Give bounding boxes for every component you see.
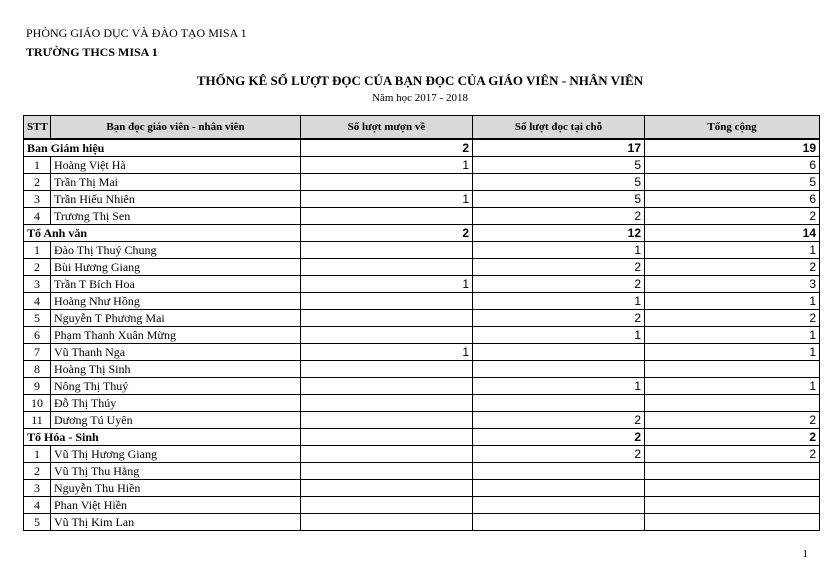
group-total-cell: 2 (645, 429, 820, 446)
total-cell (645, 497, 820, 514)
group-row (24, 225, 820, 242)
total-cell: 6 (645, 157, 820, 174)
group-borrowed-cell: 2 (301, 139, 473, 157)
total-cell (645, 463, 820, 480)
total-cell (645, 395, 820, 412)
total-cell: 1 (645, 242, 820, 259)
table-row (24, 259, 820, 276)
onsite-cell (473, 497, 645, 514)
reader-name-cell: Đỗ Thị Thúy (51, 395, 301, 412)
reader-name-cell: Vũ Thị Thu Hằng (51, 463, 301, 480)
borrowed-cell: 1 (301, 157, 473, 174)
total-cell: 1 (645, 327, 820, 344)
reader-name-cell: Trương Thị Sen (51, 208, 301, 225)
borrowed-cell (301, 378, 473, 395)
school-name: TRƯỜNG THCS MISA 1 (26, 45, 158, 59)
onsite-cell: 2 (473, 276, 645, 293)
table-body (24, 139, 820, 531)
borrowed-cell (301, 242, 473, 259)
table-row (24, 191, 820, 208)
table-row (24, 327, 820, 344)
reader-name-cell: Vũ Thị Hương Giang (51, 446, 301, 463)
onsite-cell: 5 (473, 174, 645, 191)
stt-cell: 4 (24, 293, 51, 310)
total-cell: 1 (645, 344, 820, 361)
stt-cell: 8 (24, 361, 51, 378)
borrowed-cell (301, 293, 473, 310)
department-name: PHÒNG GIÁO DỤC VÀ ĐÀO TẠO MISA 1 (26, 26, 247, 40)
stt-cell: 6 (24, 327, 51, 344)
stt-cell: 3 (24, 191, 51, 208)
reader-name-cell: Nông Thị Thuý (51, 378, 301, 395)
onsite-cell (473, 514, 645, 531)
total-cell (645, 480, 820, 497)
group-name: Ban Giám hiệu (24, 139, 301, 157)
reader-name-cell: Vũ Thị Kim Lan (51, 514, 301, 531)
reader-name-cell: Nguyễn T Phương Mai (51, 310, 301, 327)
report-title: THỐNG KÊ SỐ LƯỢT ĐỌC CỦA BẠN ĐỌC CỦA GIÁO VIÊN - NHÂN VIÊN (196, 73, 644, 88)
table-row (24, 412, 820, 429)
onsite-cell (473, 395, 645, 412)
column-header-borrowed: Số lượt mượn về (301, 116, 473, 140)
column-header-onsite: Số lượt đọc tại chỗ (473, 116, 645, 140)
column-header-reader: Bạn đọc giáo viên - nhân viên (51, 116, 301, 140)
stt-cell: 4 (24, 497, 51, 514)
onsite-cell (473, 480, 645, 497)
total-cell: 2 (645, 412, 820, 429)
group-onsite-cell: 12 (473, 225, 645, 242)
group-borrowed-cell (301, 429, 473, 446)
table-row (24, 497, 820, 514)
borrowed-cell (301, 463, 473, 480)
group-name: Tổ Anh văn (24, 225, 301, 242)
stt-cell: 2 (24, 463, 51, 480)
stt-cell: 9 (24, 378, 51, 395)
stt-cell: 11 (24, 412, 51, 429)
group-row (24, 139, 820, 157)
table-row (24, 293, 820, 310)
stt-cell: 10 (24, 395, 51, 412)
borrowed-cell (301, 446, 473, 463)
reader-name-cell: Trần T Bích Hoa (51, 276, 301, 293)
onsite-cell: 2 (473, 259, 645, 276)
total-cell: 2 (645, 208, 820, 225)
reader-name-cell: Hoàng Việt Hà (51, 157, 301, 174)
table-row (24, 242, 820, 259)
borrowed-cell (301, 514, 473, 531)
total-cell: 2 (645, 259, 820, 276)
borrowed-cell (301, 327, 473, 344)
onsite-cell: 5 (473, 191, 645, 208)
onsite-cell: 1 (473, 293, 645, 310)
borrowed-cell (301, 361, 473, 378)
table-header-row (24, 116, 820, 140)
total-cell (645, 361, 820, 378)
stt-cell: 2 (24, 174, 51, 191)
total-cell: 3 (645, 276, 820, 293)
table-row (24, 157, 820, 174)
stt-cell: 3 (24, 276, 51, 293)
borrowed-cell (301, 310, 473, 327)
group-total-cell: 19 (645, 139, 820, 157)
group-row (24, 429, 820, 446)
onsite-cell: 2 (473, 208, 645, 225)
onsite-cell (473, 344, 645, 361)
table-row (24, 310, 820, 327)
total-cell (645, 514, 820, 531)
group-onsite-cell: 17 (473, 139, 645, 157)
table-row (24, 378, 820, 395)
onsite-cell: 1 (473, 327, 645, 344)
onsite-cell: 1 (473, 242, 645, 259)
borrowed-cell: 1 (301, 344, 473, 361)
table-row (24, 463, 820, 480)
onsite-cell (473, 463, 645, 480)
stt-cell: 4 (24, 208, 51, 225)
borrowed-cell: 1 (301, 276, 473, 293)
group-borrowed-cell: 2 (301, 225, 473, 242)
onsite-cell (473, 361, 645, 378)
reader-name-cell: Đào Thị Thuý Chung (51, 242, 301, 259)
table-row (24, 480, 820, 497)
column-header-stt: STT (24, 116, 51, 140)
total-cell: 2 (645, 310, 820, 327)
total-cell: 5 (645, 174, 820, 191)
borrowed-cell (301, 259, 473, 276)
total-cell: 1 (645, 293, 820, 310)
borrowed-cell (301, 480, 473, 497)
reader-name-cell: Trần Hiếu Nhiên (51, 191, 301, 208)
borrowed-cell (301, 412, 473, 429)
stt-cell: 1 (24, 446, 51, 463)
reader-name-cell: Bùi Hương Giang (51, 259, 301, 276)
total-cell: 2 (645, 446, 820, 463)
table-row (24, 208, 820, 225)
page-number: 1 (802, 548, 808, 560)
borrowed-cell: 1 (301, 191, 473, 208)
borrowed-cell (301, 395, 473, 412)
stt-cell: 3 (24, 480, 51, 497)
table-row (24, 514, 820, 531)
table-row (24, 446, 820, 463)
borrowed-cell (301, 174, 473, 191)
reader-name-cell: Dương Tú Uyên (51, 412, 301, 429)
borrowed-cell (301, 208, 473, 225)
reader-name-cell: Nguyễn Thu Hiền (51, 480, 301, 497)
group-name: Tổ Hóa - Sinh (24, 429, 301, 446)
table-row (24, 344, 820, 361)
table-row (24, 361, 820, 378)
stt-cell: 1 (24, 242, 51, 259)
total-cell: 1 (645, 378, 820, 395)
stt-cell: 2 (24, 259, 51, 276)
table-row (24, 174, 820, 191)
table-row (24, 395, 820, 412)
stt-cell: 5 (24, 514, 51, 531)
total-cell: 6 (645, 191, 820, 208)
onsite-cell: 5 (473, 157, 645, 174)
onsite-cell: 1 (473, 378, 645, 395)
reader-name-cell: Vũ Thanh Nga (51, 344, 301, 361)
reader-name-cell: Hoàng Thị Sinh (51, 361, 301, 378)
onsite-cell: 2 (473, 412, 645, 429)
report-subtitle: Năm học 2017 - 2018 (372, 92, 468, 104)
group-total-cell: 14 (645, 225, 820, 242)
column-header-total: Tổng cộng (645, 116, 820, 140)
table-row (24, 276, 820, 293)
onsite-cell: 2 (473, 310, 645, 327)
stt-cell: 1 (24, 157, 51, 174)
stt-cell: 7 (24, 344, 51, 361)
reader-name-cell: Phan Việt Hiền (51, 497, 301, 514)
reader-name-cell: Trần Thị Mai (51, 174, 301, 191)
reader-name-cell: Phạm Thanh Xuân Mừng (51, 327, 301, 344)
stt-cell: 5 (24, 310, 51, 327)
borrowed-cell (301, 497, 473, 514)
reader-name-cell: Hoàng Như Hồng (51, 293, 301, 310)
onsite-cell: 2 (473, 446, 645, 463)
statistics-table (23, 115, 820, 531)
group-onsite-cell: 2 (473, 429, 645, 446)
